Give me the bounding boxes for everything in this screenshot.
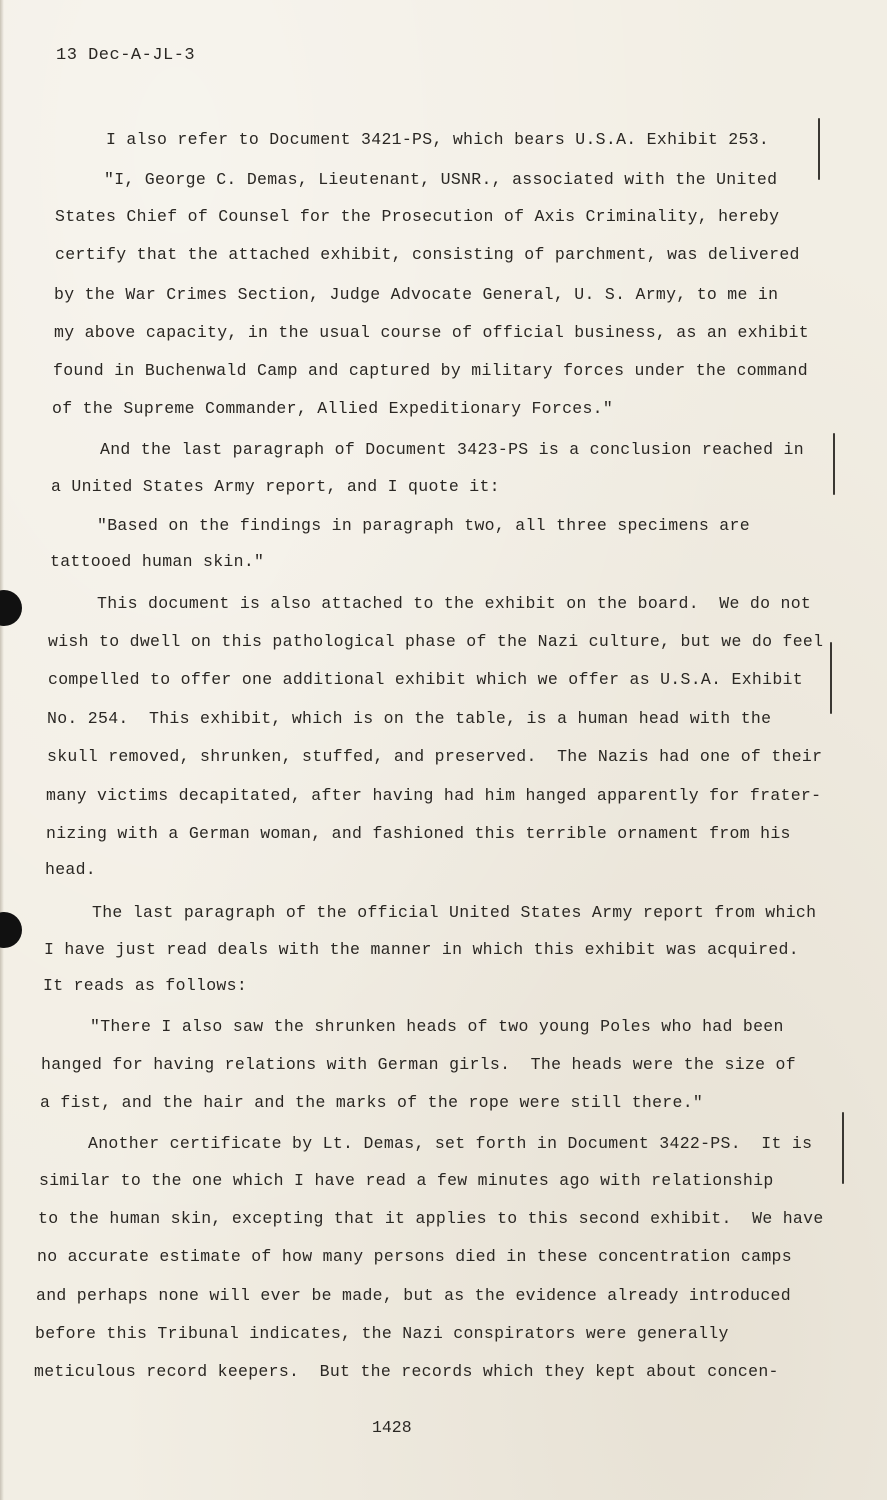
text-line: no accurate estimate of how many persons died in these concentration camps bbox=[37, 1247, 792, 1266]
text-line: similar to the one which I have read a few minutes ago with relationship bbox=[39, 1171, 774, 1190]
text-line: "There I also saw the shrunken heads of two young Poles who had been bbox=[90, 1017, 784, 1036]
text-line: many victims decapitated, after having had him hanged apparently for frater- bbox=[46, 786, 822, 805]
text-line: nizing with a German woman, and fashioned this terrible ornament from his bbox=[46, 824, 791, 843]
document-reference-code: 13 Dec-A-JL-3 bbox=[56, 46, 196, 65]
text-line: meticulous record keepers. But the records which they kept about concen- bbox=[34, 1362, 779, 1381]
margin-revision-mark bbox=[830, 642, 832, 714]
text-line: I have just read deals with the manner in which this exhibit was acquired. bbox=[44, 940, 799, 959]
text-line: and perhaps none will ever be made, but as the evidence already introduced bbox=[36, 1286, 791, 1305]
text-line: skull removed, shrunken, stuffed, and preserved. The Nazis had one of their bbox=[47, 747, 823, 766]
binder-hole bbox=[0, 912, 22, 948]
text-line: States Chief of Counsel for the Prosecution of Axis Criminality, hereby bbox=[55, 207, 780, 226]
text-line: No. 254. This exhibit, which is on the table, is a human head with the bbox=[47, 709, 772, 728]
margin-revision-mark bbox=[842, 1112, 844, 1184]
text-line: And the last paragraph of Document 3423-PS is a conclusion reached in bbox=[100, 440, 804, 459]
margin-revision-mark bbox=[833, 433, 835, 495]
text-line: compelled to offer one additional exhibit which we offer as U.S.A. Exhibit bbox=[48, 670, 803, 689]
text-line: Another certificate by Lt. Demas, set forth in Document 3422-PS. It is bbox=[88, 1134, 813, 1153]
text-line: "Based on the findings in paragraph two, all three specimens are bbox=[97, 516, 750, 535]
page-number: 1428 bbox=[372, 1418, 412, 1437]
text-line: head. bbox=[45, 860, 97, 879]
text-line: This document is also attached to the exhibit on the board. We do not bbox=[97, 594, 812, 613]
binder-hole bbox=[0, 590, 22, 626]
text-line: a fist, and the hair and the marks of the rope were still there." bbox=[40, 1093, 704, 1112]
text-line: before this Tribunal indicates, the Nazi conspirators were generally bbox=[35, 1324, 729, 1343]
text-line: of the Supreme Commander, Allied Expeditionary Forces." bbox=[52, 399, 614, 418]
text-line: I also refer to Document 3421-PS, which bears U.S.A. Exhibit 253. bbox=[106, 130, 770, 149]
text-line: a United States Army report, and I quote it: bbox=[51, 477, 500, 496]
text-line: wish to dwell on this pathological phase of the Nazi culture, but we do feel bbox=[48, 632, 824, 651]
text-line: "I, George C. Demas, Lieutenant, USNR., associated with the United bbox=[104, 170, 778, 189]
text-line: tattooed human skin." bbox=[50, 552, 265, 571]
text-line: The last paragraph of the official United States Army report from which bbox=[92, 903, 817, 922]
text-line: certify that the attached exhibit, consisting of parchment, was delivered bbox=[55, 245, 800, 264]
text-line: my above capacity, in the usual course of official business, as an exhibit bbox=[54, 323, 809, 342]
page-edge-shadow bbox=[0, 0, 4, 1500]
text-line: to the human skin, excepting that it applies to this second exhibit. We have bbox=[38, 1209, 824, 1228]
text-line: found in Buchenwald Camp and captured by military forces under the command bbox=[53, 361, 808, 380]
text-line: It reads as follows: bbox=[43, 976, 248, 995]
text-line: hanged for having relations with German girls. The heads were the size of bbox=[41, 1055, 796, 1074]
margin-revision-mark bbox=[818, 118, 820, 180]
text-line: by the War Crimes Section, Judge Advocate General, U. S. Army, to me in bbox=[54, 285, 779, 304]
